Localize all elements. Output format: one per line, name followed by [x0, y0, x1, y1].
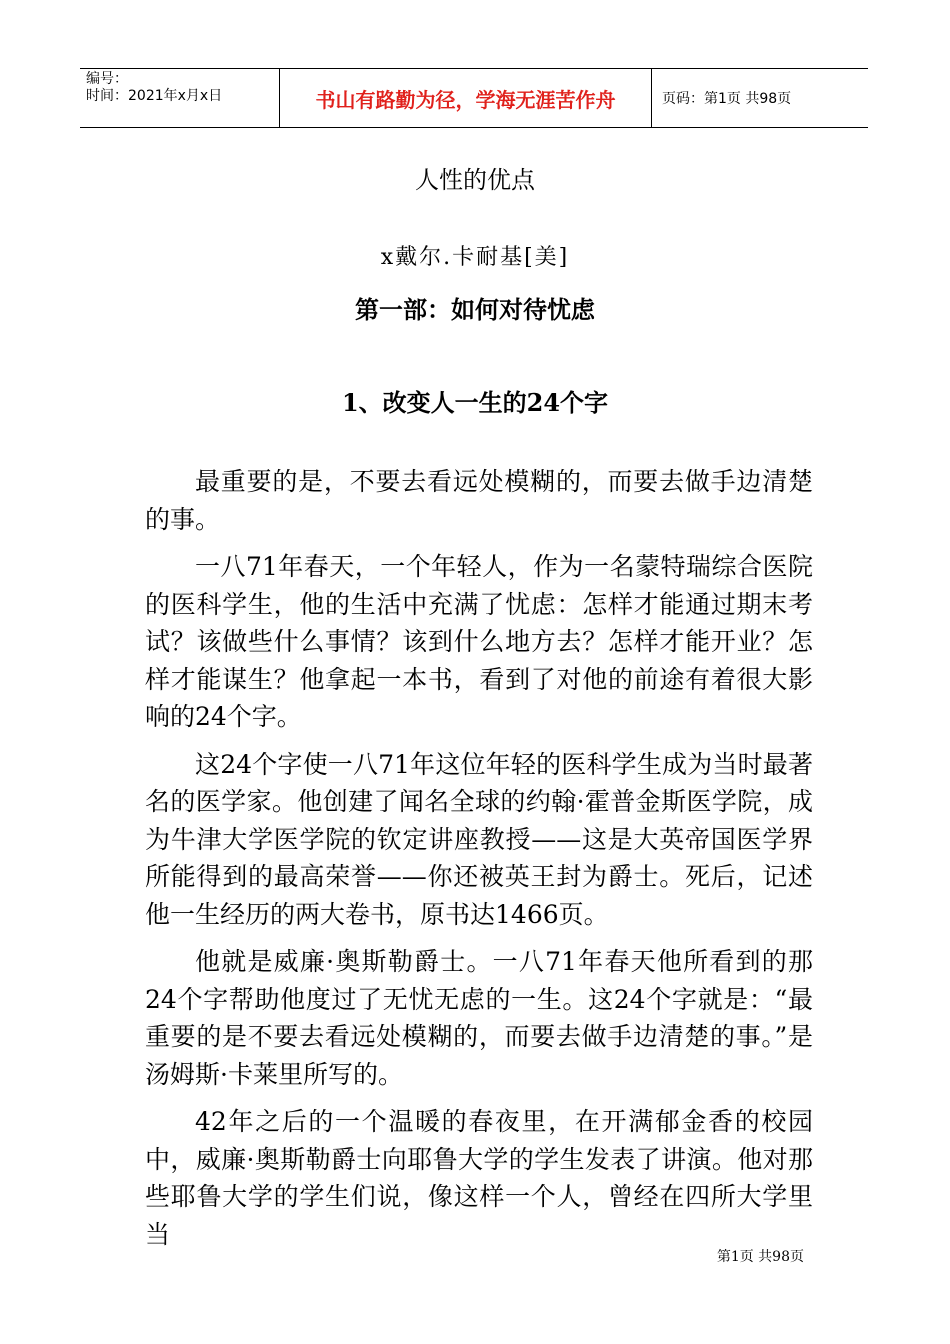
paragraph: 最重要的是，不要去看远处模糊的，而要去做手边清楚的事。	[145, 467, 813, 534]
header-motto: 书山有路勤为径，学海无涯苦作舟	[280, 69, 652, 127]
header-page-info: 页码：第1页 共98页	[662, 91, 792, 107]
document-title: 人性的优点	[415, 166, 535, 194]
body-text	[145, 463, 813, 1263]
header-meta-cell	[80, 69, 280, 127]
header-table	[80, 68, 868, 128]
header-time-label: 时间：2021年x月x日	[86, 88, 223, 104]
paragraph: 一八71年春天，一个年轻人，作为一名蒙特瑞综合医院的医科学生，他的生活中充满了忧虑：怎样才能通过期末考试？该做些什么事情？该到什么地方去？怎样才能开业？怎样才能谋生？他拿起一本书，看到了对他的前途有着很大影响的24个字。	[145, 552, 813, 731]
document-author: x戴尔.卡耐基[美]	[380, 245, 570, 270]
header-number-label: 编号：	[86, 71, 128, 87]
paragraph: 他就是威廉·奥斯勒爵士。一八71年春天他所看到的那24个字帮助他度过了无忧无虑的一生。这24个字就是：“最重要的是不要去看远处模糊的，而要去做手边清楚的事。”是汤姆斯·卡莱里所写的。	[145, 947, 813, 1089]
part-heading: 第一部：如何对待忧虑	[355, 295, 595, 324]
footer-page-number: 第1页 共98页	[716, 1249, 804, 1265]
paragraph: 42年之后的一个温暖的春夜里，在开满郁金香的校园中，威廉·奥斯勒爵士向耶鲁大学的学生发表了讲演。他对那些耶鲁大学的学生们说，像这样一个人，曾经在四所大学里当	[145, 1107, 813, 1249]
paragraph: 这24个字使一八71年这位年轻的医科学生成为当时最著名的医学家。他创建了闻名全球的约翰·霍普金斯医学院，成为牛津大学医学院的钦定讲座教授——这是大英帝国医学界所能得到的最高荣誉——你还被英王封为爵士。死后，记述他一生经历的两大卷书，原书达1466页。	[145, 749, 813, 929]
chapter-heading: 1、改变人一生的24个字	[341, 388, 609, 417]
